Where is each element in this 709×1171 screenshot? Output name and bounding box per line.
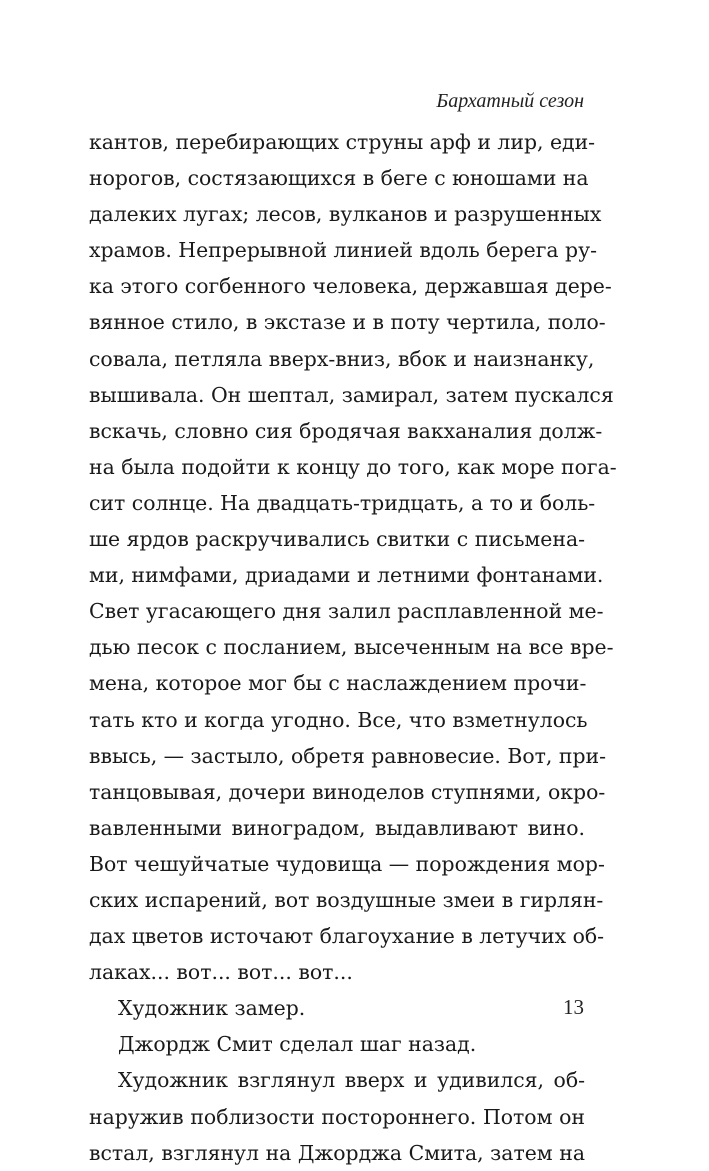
text-line: вскачь, словно сия бродячая вакханалия долж- bbox=[89, 418, 603, 443]
text-line: наружив поблизости постороннего. Потом он bbox=[89, 1104, 585, 1129]
text-line: тать кто и когда угодно. Все, что взметнулось bbox=[89, 707, 588, 732]
text-line: вышивала. Он шептал, замирал, затем пускался bbox=[89, 382, 614, 407]
text-line: Свет угасающего дня залил расплавленной ме- bbox=[89, 599, 604, 624]
text-line: ввысь, — застыло, обретя равновесие. Вот, при- bbox=[89, 743, 607, 768]
text-line: сит солнце. На двадцать-тридцать, а то и боль- bbox=[89, 490, 596, 515]
text-line: вавленными виноградом, выдавливают вино. bbox=[89, 815, 585, 840]
text-line: на была подойти к концу до того, как море пога- bbox=[89, 454, 617, 479]
text-line: дью песок с посланием, высеченным на все вре- bbox=[89, 635, 614, 660]
text-line: далеких лугах; лесов, вулканов и разрушенных bbox=[89, 202, 602, 227]
body-text bbox=[89, 124, 617, 1171]
text-line: вянное стило, в экстазе и в поту чертила, поло- bbox=[89, 310, 606, 335]
text-line: кантов, перебирающих струны арф и лир, еди- bbox=[89, 130, 596, 154]
text-line: мена, которое мог бы с наслаждением прочи- bbox=[89, 671, 587, 696]
running-header: Бархатный сезон bbox=[436, 90, 584, 112]
text-line: ше ярдов раскручивались свитки с письмена- bbox=[89, 527, 585, 552]
text-line: ми, нимфами, дриадами и летними фонтанами. bbox=[89, 563, 604, 588]
text-line: Вот чешуйчатые чудовища — порождения мор- bbox=[89, 851, 605, 876]
text-line: Джордж Смит сделал шаг назад. bbox=[118, 1032, 477, 1057]
text-line: дах цветов источают благоухание в летучих об- bbox=[89, 924, 605, 949]
text-line: норогов, состязающихся в беге с юношами на bbox=[89, 166, 589, 191]
text-line: Художник взглянул вверх и удивился, об- bbox=[118, 1068, 585, 1093]
text-line: ка этого согбенного человека, державшая дере- bbox=[89, 274, 612, 299]
text-line: лаках... вот... вот... вот... bbox=[89, 960, 353, 985]
page-number: 13 bbox=[563, 995, 584, 1019]
text-line: Художник замер. bbox=[118, 996, 306, 1021]
text-line: храмов. Непрерывной линией вдоль берега ру- bbox=[89, 238, 597, 263]
text-line: встал, взглянул на Джорджа Смита, затем на bbox=[89, 1140, 585, 1165]
text-line: совала, петляла вверх-вниз, вбок и наизнанку, bbox=[89, 346, 595, 371]
text-line: ских испарений, вот воздушные змеи в гирлян- bbox=[89, 887, 604, 912]
text-line: танцовывая, дочери виноделов ступнями, окро- bbox=[89, 779, 606, 804]
